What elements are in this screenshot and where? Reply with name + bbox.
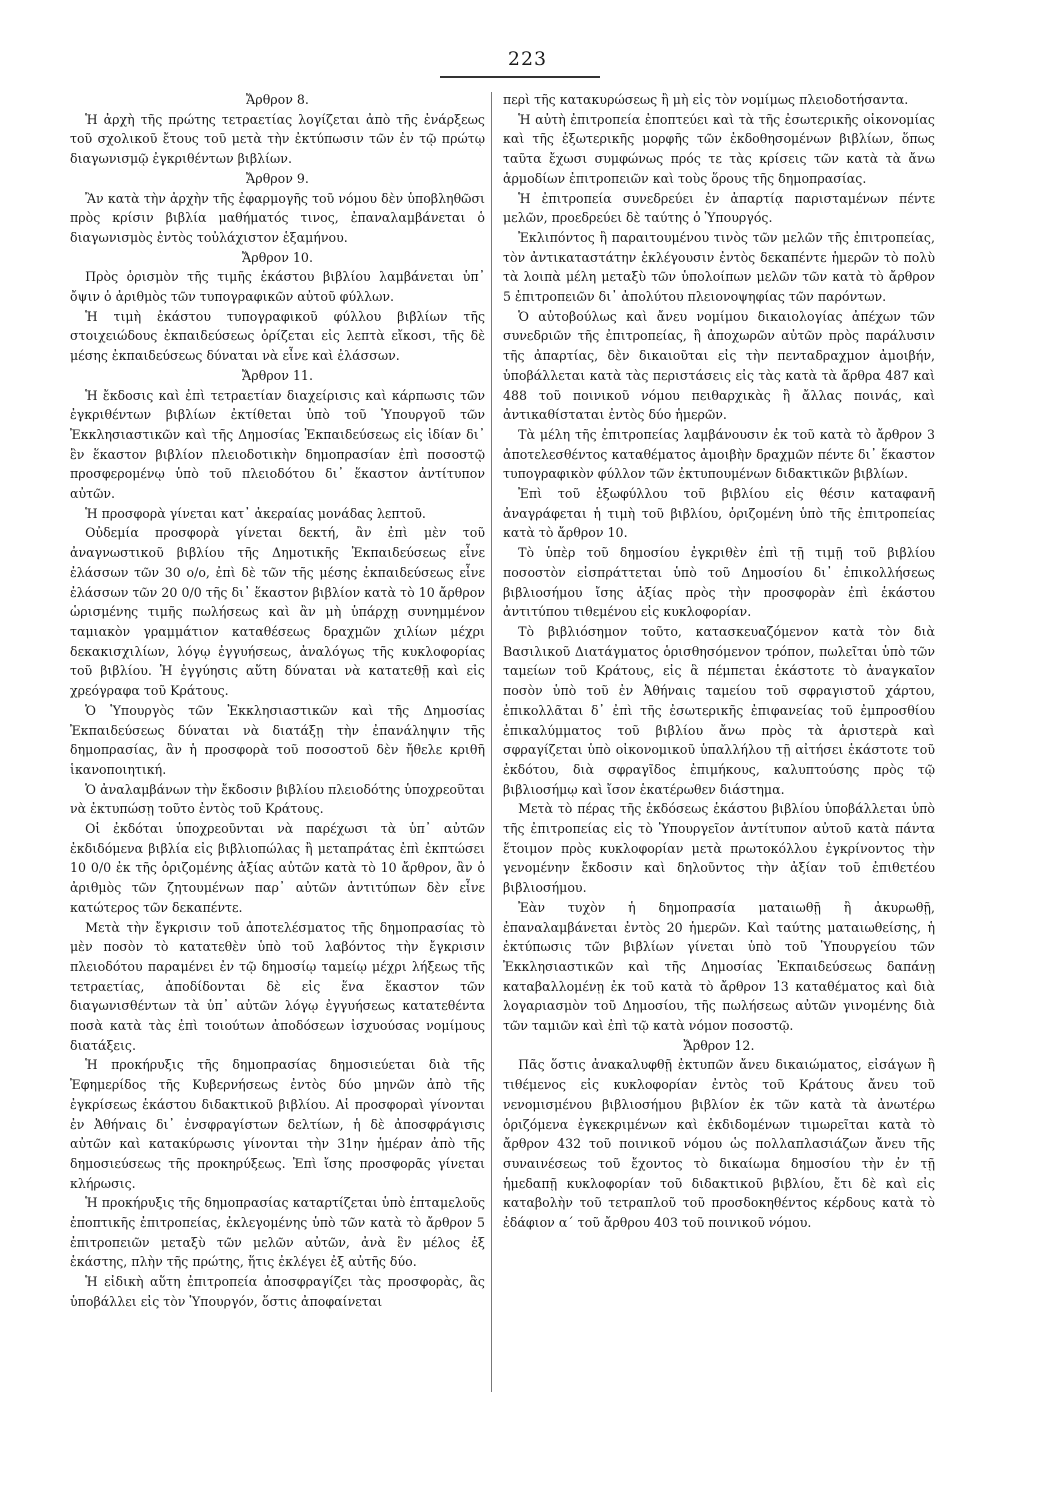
article-11-heading: Ἄρθρον 11. (242, 367, 313, 383)
article-11-paragraph: Ἡ ἔκδοσις καὶ ἐπὶ τετραετίαν διαχείρισις καὶ κάρπωσις τῶν ἐγκριθέντων βιβλίων ἐκτίθεται ὑπὸ τοῦ Ὑπουργοῦ τῶν Ἐκκλησιαστικῶν καὶ τῆς Δημοσίας Ἐκπαιδεύσεως εἰς ἰδίαν δι᾿ ἓν ἕκαστον βιβλίον πλειοδοτικὴν δημοπρασίαν ἐπὶ ποσοστῷ προσφερομένῳ ὑπὸ τοῦ πλειοδότου δι᾿ ἕκαστον ἀντίτυπον αὐτῶν. (70, 387, 485, 502)
article-9-heading: Ἄρθρον 9. (246, 170, 309, 186)
article-11-paragraph: Ἐκλιπόντος ἢ παραιτουμένου τινὸς τῶν μελῶν τῆς ἐπιτροπείας, τὸν ἀντικαταστάτην ἐκλέγουσιν ἐντὸς δεκαπέντε ἡμερῶν τὸ πολὺ τὰ λοιπὰ μέλη μεταξὺ τῶν ὑπολοίπων μελῶν τῶν κατὰ τὸ ἄρθρον 5 ἐπιτροπειῶν δι᾿ ἀπολύτου πλειονοψηφίας τῶν παρόντων. (503, 229, 935, 305)
article-11-paragraph: Ὁ αὐτοβούλως καὶ ἄνευ νομίμου δικαιολογίας ἀπέχων τῶν συνεδριῶν τῆς ἐπιτροπείας, ἢ ἀποχωρῶν αὐτῶν πρὸς παράλυσιν τῆς ἀπαρτίας, δὲν δικαιοῦται εἰς τὴν πενταδραχμον ἀμοιβήν, ὑποβάλλεται κατὰ τὰς περιστάσεις εἰς τὰς κατὰ τὰ ἄρθρα 487 καὶ 488 τοῦ ποινικοῦ νόμου πειθαρχικὰς ἢ ἄλλας ποινάς, καὶ ἀντικαθίσταται ἐντὸς δύο ἡμερῶν. (503, 308, 935, 423)
article-9-paragraph: Ἂν κατὰ τὴν ἀρχὴν τῆς ἐφαρμογῆς τοῦ νόμου δὲν ὑποβληθῶσι πρὸς κρίσιν βιβλία μαθήματός τινος, ἐπαναλαμβάνεται ὁ διαγωνισμὸς ἐντὸς τοὐλάχιστον ἑξαμήνου. (70, 190, 485, 245)
article-11-paragraph: Οἱ ἐκδόται ὑποχρεοῦνται νὰ παρέχωσι τὰ ὑπ᾿ αὐτῶν ἐκδιδόμενα βιβλία εἰς βιβλιοπώλας ἢ μεταπράτας ἐπὶ ἐκπτώσει 10 0/0 ἐκ τῆς ὁριζομένης ἀξίας αὐτῶν κατὰ τὸ 10 ἄρθρον, ἂν ὁ ἀριθμὸς τῶν ζητουμένων παρ᾿ αὐτῶν ἀντιτύπων δὲν εἶνε κατώτερος τῶν δεκαπέντε. (70, 821, 485, 915)
article-11-paragraph: Ἡ προσφορὰ γίνεται κατ᾿ ἀκεραίας μονάδας λεπτοῦ. (85, 505, 426, 521)
article-11-paragraph: Ἡ εἰδικὴ αὕτη ἐπιτροπεία ἀποσφραγίζει τὰς προσφορὰς, ἃς ὑποβάλλει εἰς τὸν Ὑπουργόν, ὅστις ἀποφαίνεται (70, 1274, 485, 1309)
article-11-paragraph: Ἐπὶ τοῦ ἐξωφύλλου τοῦ βιβλίου εἰς θέσιν καταφανῆ ἀναγράφεται ἡ τιμὴ τοῦ βιβλίου, ὁριζομένη ὑπὸ τῆς ἐπιτροπείας κατὰ τὸ ἄρθρον 10. (503, 486, 935, 541)
article-12-heading: Ἄρθρον 12. (683, 1037, 755, 1053)
article-10-paragraph: Ἡ τιμὴ ἑκάστου τυπογραφικοῦ φύλλου βιβλίων τῆς στοιχειώδους ἐκπαιδεύσεως ὁρίζεται εἰς λεπτὰ εἴκοσι, τῆς δὲ μέσης ἐκπαιδεύσεως δύναται νὰ εἶνε καὶ ἐλάσσων. (70, 308, 485, 364)
column-divider (491, 92, 492, 1392)
article-11-paragraph: Μετὰ τὴν ἔγκρισιν τοῦ ἀποτελέσματος τῆς δημοπρασίας τὸ μὲν ποσὸν τὸ κατατεθὲν ὑπὸ τοῦ λαβόντος τὴν ἔγκρισιν πλειοδότου παραμένει ἐν τῷ δημοσίῳ ταμείῳ μέχρι λήξεως τῆς τετραετίας, ἀποδίδονται δὲ εἰς ἕνα ἕκαστον τῶν διαγωνισθέντων τὰ ὑπ᾿ αὐτῶν λόγῳ ἐγγυήσεως κατατεθέντα ποσὰ κατὰ τὰς ἐπὶ τοιούτων ἀποδόσεων ἰσχυούσας νομίμους διατάξεις. (70, 919, 485, 1053)
article-11-paragraph: Ὁ Ὑπουργὸς τῶν Ἐκκλησιαστικῶν καὶ τῆς Δημοσίας Ἐκπαιδεύσεως δύναται νὰ διατάξῃ τὴν ἐπανάληψιν τῆς δημοπρασίας, ἂν ἡ προσφορὰ τοῦ ποσοστοῦ δὲν ἤθελε κριθῆ ἱκανοποιητική. (70, 702, 485, 777)
right-column (503, 90, 935, 1233)
page-number: 223 (507, 48, 548, 70)
article-11-paragraph: Τὸ ὑπὲρ τοῦ δημοσίου ἐγκριθὲν ἐπὶ τῇ τιμῇ τοῦ βιβλίου ποσοστὸν εἰσπράττεται ὑπὸ τοῦ Δημοσίου δι᾿ ἐπικολλήσεως βιβλιοσήμου ἴσης ἀξίας πρὸς τὴν προσφορὰν ἐπὶ ἑκάστου ἀντιτύπου τιθεμένου εἰς κυκλοφορίαν. (503, 545, 935, 620)
article-11-paragraph: Τὰ μέλη τῆς ἐπιτροπείας λαμβάνουσιν ἐκ τοῦ κατὰ τὸ ἄρθρον 3 ἀποτελεσθέντος καταθέματος ἀμοιβὴν δραχμῶν πέντε δι᾿ ἕκαστον τυπογραφικὸν φύλλον τῶν ἐκτυπουμένων διδακτικῶν βιβλίων. (503, 426, 935, 482)
article-11-paragraph: Ἡ αὐτὴ ἐπιτροπεία ἐποπτεύει καὶ τὰ τῆς ἐσωτερικῆς οἰκονομίας καὶ τῆς ἐξωτερικῆς μορφῆς τῶν ἐκδοθησομένων βιβλίων, ὅπως ταῦτα ἔχωσι συμφώνως πρός τε τὰς κρίσεις τῶν κατὰ τὰ ἄνω ἁρμοδίων ἐπιτροπειῶν καὶ τοὺς ὅρους τῆς δημοπρασίας. (503, 111, 935, 186)
continued-paragraph: περὶ τῆς κατακυρώσεως ἢ μὴ εἰς τὸν νομίμως πλειοδοτήσαντα. (503, 92, 909, 107)
article-11-paragraph: Ἡ προκήρυξις τῆς δημοπρασίας καταρτίζεται ὑπὸ ἑπταμελοῦς ἐποπτικῆς ἐπιτροπείας, ἐκλεγομένης ὑπὸ τῶν κατὰ τὸ ἄρθρον 5 ἐπιτροπειῶν μεταξὺ τῶν μελῶν αὐτῶν, ἀνὰ ἓν μέλος ἐξ ἑκάστης, πλὴν τῆς πρώτης, ἥτις ἐκλέγει ἐξ αὐτῆς δύο. (70, 1195, 485, 1270)
article-12-paragraph: Πᾶς ὅστις ἀνακαλυφθῇ ἐκτυπῶν ἄνευ δικαιώματος, εἰσάγων ἢ τιθέμενος εἰς κυκλοφορίαν ἐντὸς τοῦ Κράτους ἄνευ τοῦ νενομισμένου βιβλιοσήμου βιβλίον ἐκ τῶν κατὰ τὰ ἀνωτέρω ὁριζόμενα ἐγκεκριμένων καὶ ἐκδιδομένων τιμωρεῖται κατὰ τὸ ἄρθρον 432 τοῦ ποινικοῦ νόμου ὡς πολλαπλασιάζων ἄνευ τῆς συναινέσεως τοῦ ἔχοντος τὸ δικαίωμα δημοσίου τὴν ἐν τῇ ἡμεδαπῇ κυκλοφορίαν τοῦ διδακτικοῦ βιβλίου, ἔτι δὲ καὶ εἰς καταβολὴν τοῦ τετραπλοῦ τοῦ προσδοκηθέντος κέρδους κατὰ τὸ ἐδάφιον α΄ τοῦ ἄρθρου 403 τοῦ ποινικοῦ νόμου. (503, 1057, 935, 1231)
header-rule (440, 76, 600, 78)
left-column (70, 90, 485, 1312)
article-11-paragraph: Ἡ προκήρυξις τῆς δημοπρασίας δημοσιεύεται διὰ τῆς Ἐφημερίδος τῆς Κυβερνήσεως ἐντὸς δύο μηνῶν ἀπὸ τῆς ἐγκρίσεως ἑκάστου διδακτικοῦ βιβλίου. Αἱ προσφοραὶ γίνονται ἐν Ἀθήναις δι᾿ ἐνσφραγίστων δελτίων, ἡ δὲ ἀποσφράγισις αὐτῶν καὶ κατακύρωσις γίνονται τὴν 31ην ἡμέραν ἀπὸ τῆς δημοσιεύσεως τῆς προκηρύξεως. Ἐπὶ ἴσης προσφορᾶς γίνεται κλήρωσις. (70, 1057, 485, 1191)
article-11-paragraph: Ἐὰν τυχὸν ἡ δημοπρασία ματαιωθῇ ἢ ἀκυρωθῇ, ἐπαναλαμβάνεται ἐντὸς 20 ἡμερῶν. Καὶ ταύτης ματαιωθείσης, ἡ ἐκτύπωσις τῶν βιβλίων γίνεται ὑπὸ τοῦ Ὑπουργείου τῶν Ἐκκλησιαστικῶν καὶ τῆς Δημοσίας Ἐκπαιδεύσεως δαπάνῃ καταβαλλομένῃ ἐκ τοῦ κατὰ τὸ ἄρθρον 13 καταθέματος καὶ διὰ λογαριασμὸν τοῦ Δημοσίου, τῆς πωλήσεως αὐτῶν γινομένης διὰ τῶν ταμιῶν καὶ ἐπὶ τῷ κατὰ νόμον ποσοστῷ. (503, 899, 935, 1034)
article-11-paragraph: Τὸ βιβλιόσημον τοῦτο, κατασκευαζόμενον κατὰ τὸν διὰ Βασιλικοῦ Διατάγματος ὁρισθησόμενον τρόπον, πωλεῖται ὑπὸ τῶν ταμείων τοῦ Κράτους, εἰς ἃ πέμπεται ἑκάστοτε τὸ ἀναγκαῖον ποσὸν ὑπὸ τοῦ ἐν Ἀθήναις ταμείου τοῦ σφραγιστοῦ χάρτου, ἐπικολλᾶται δ᾿ ἐπὶ τῆς ἐσωτερικῆς ἐπιφανείας τοῦ ἐμπροσθίου ἐπικαλύμματος τοῦ βιβλίου ἄνω πρὸς τὰ ἀριστερὰ καὶ σφραγίζεται ὑπὸ οἰκονομικοῦ ὑπαλλήλου τῇ αἰτήσει ἑκάστοτε τοῦ ἐκδότου, διὰ σφραγῖδος ἐπιμήκους, καλυπτούσης πρὸς τῷ βιβλιοσήμῳ καὶ ἴσον ἑκατέρωθεν διάστημα. (503, 623, 935, 797)
article-11-paragraph: Ὁ ἀναλαμβάνων τὴν ἔκδοσιν βιβλίου πλειοδότης ὑποχρεοῦται νὰ ἐκτυπώσῃ τοῦτο ἐντὸς τοῦ Κράτους. (70, 781, 485, 817)
article-8-heading: Ἄρθρον 8. (246, 92, 309, 107)
article-8-paragraph: Ἡ ἀρχὴ τῆς πρώτης τετραετίας λογίζεται ἀπὸ τῆς ἐνάρξεως τοῦ σχολικοῦ ἔτους τοῦ μετὰ τὴν ἐκτύπωσιν τῶν ἐν τῷ πρώτῳ διαγωνισμῷ ἐγκριθέντων βιβλίων. (70, 111, 485, 167)
article-11-paragraph: Ἡ ἐπιτροπεία συνεδρεύει ἐν ἀπαρτίᾳ παρισταμένων πέντε μελῶν, προεδρεύει δὲ ταύτης ὁ Ὑπουργός. (503, 190, 935, 226)
article-10-heading: Ἄρθρον 10. (242, 249, 313, 265)
article-11-paragraph: Οὐδεμία προσφορὰ γίνεται δεκτή, ἂν ἐπὶ μὲν τοῦ ἀναγνωστικοῦ βιβλίου τῆς Δημοτικῆς Ἐκπαιδεύσεως εἶνε ἐλάσσων τῶν 30 ο/ο, ἐπὶ δὲ τῶν τῆς μέσης ἐκπαιδεύσεως εἶνε ἐλάσσων τῶν 20 0/0 τῆς δι᾿ ἕκαστον βιβλίον κατὰ τὸ 10 ἄρθρον ὡρισμένης τιμῆς πωλήσεως καὶ ἂν μὴ ὑπάρχῃ συνημμένον ταμιακὸν γραμμάτιον καταθέσεως δραχμῶν χιλίων μέχρι δεκακισχιλίων, λόγῳ ἐγγυήσεως, ἀναλόγως τῆς κυκλοφορίας τοῦ βιβλίου. Ἡ ἐγγύησις αὕτη δύναται νὰ κατατεθῇ καὶ εἰς χρεόγραφα τοῦ Κράτους. (70, 525, 485, 699)
article-11-paragraph: Μετὰ τὸ πέρας τῆς ἐκδόσεως ἑκάστου βιβλίου ὑποβάλλεται ὑπὸ τῆς ἐπιτροπείας εἰς τὸ Ὑπουργεῖον ἀντίτυπον αὐτοῦ κατὰ πάντα ἕτοιμον πρὸς κυκλοφορίαν μετὰ πρωτοκόλλου ἐγκρίνοντος τὴν γενομένην ἔκδοσιν καὶ δηλοῦντος τὴν ἀξίαν τοῦ ἐπιθετέου βιβλιοσήμου. (503, 801, 935, 896)
article-10-paragraph: Πρὸς ὁρισμὸν τῆς τιμῆς ἑκάστου βιβλίου λαμβάνεται ὑπ᾿ ὄψιν ὁ ἀριθμὸς τῶν τυπογραφικῶν αὐτοῦ φύλλων. (70, 269, 485, 305)
